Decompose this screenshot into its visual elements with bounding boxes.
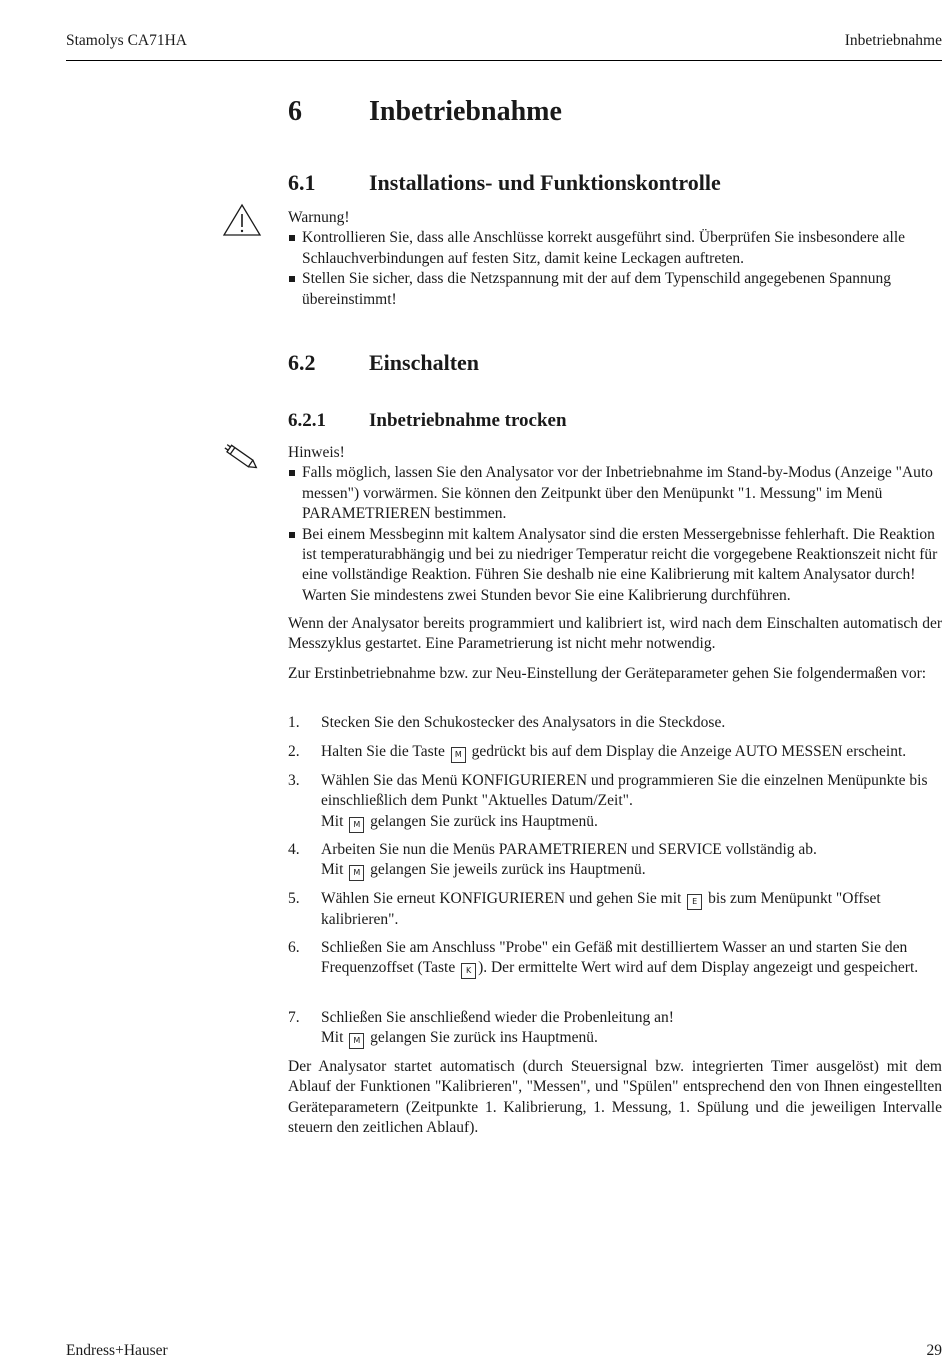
- k-key-icon: K: [461, 963, 476, 979]
- warning-block: [288, 208, 942, 310]
- subsection-heading-6-2-1: [288, 410, 567, 432]
- warning-bullet: Kontrollieren Sie, dass alle Anschlüsse korrekt ausgeführt sind. Überprüfen Sie insbesondere alle Schlauchverbindungen auf festen Sitz, damit keine Leckagen auftreten.: [288, 228, 942, 269]
- step-number: 1.: [288, 714, 300, 731]
- step-text: gelangen Sie zurück ins Hauptmenü.: [370, 1029, 598, 1047]
- chapter-heading: [288, 96, 562, 128]
- paragraph: Wenn der Analysator bereits programmiert und kalibriert ist, wird nach dem Einschalten automatisch der Messzyklus gestartet. Eine Parametrierung ist nicht mehr notwendig.: [288, 615, 942, 653]
- step-text: Arbeiten Sie nun die Menüs PARAMETRIEREN und SERVICE vollständig ab.: [321, 841, 817, 858]
- step-number: 6.: [288, 939, 300, 956]
- subsection-title: Inbetriebnahme trocken: [369, 410, 567, 431]
- step-text: Schließen Sie am Anschluss "Probe" ein Gefäß mit destilliertem Wasser an und starten Sie den Frequenzoffset (Taste: [321, 939, 908, 977]
- step-text: Mit: [321, 861, 344, 879]
- step-text: Mit: [321, 812, 344, 830]
- step-text: Stecken Sie den Schukostecker des Analysators in die Steckdose.: [321, 714, 726, 731]
- footer-brand: Endress+Hauser: [66, 1342, 168, 1359]
- step-number: 3.: [288, 772, 300, 789]
- list-item: [288, 889, 942, 930]
- warning-icon: [222, 203, 262, 237]
- list-item: [288, 771, 942, 833]
- chapter-number: 6: [288, 96, 302, 127]
- header-product-name: Stamolys CA71HA: [66, 32, 187, 49]
- section-heading-6-2: [288, 350, 479, 376]
- step-text: gelangen Sie zurück ins Hauptmenü.: [370, 812, 598, 830]
- step-number: 4.: [288, 841, 300, 858]
- note-block: [288, 443, 942, 606]
- page-number: 29: [926, 1342, 942, 1359]
- step-text: Mit: [321, 1029, 344, 1047]
- step-text: bis zum Menüpunkt "Offset kalibrieren".: [321, 890, 881, 928]
- chapter-title: Inbetriebnahme: [369, 96, 562, 127]
- list-item: [288, 742, 942, 763]
- note-label: Hinweis!: [288, 444, 345, 461]
- list-item: [288, 713, 942, 733]
- step-number: 2.: [288, 743, 300, 760]
- step-number: 5.: [288, 890, 300, 907]
- m-key-icon: M: [349, 817, 364, 833]
- pencil-note-icon: [220, 443, 262, 473]
- step-number: 7.: [288, 1009, 300, 1026]
- list-item: [288, 1008, 942, 1049]
- step-text: Halten Sie die Taste: [321, 743, 445, 760]
- section-number: 6.1: [288, 170, 316, 195]
- e-key-icon: E: [687, 894, 702, 910]
- note-bullet: Bei einem Messbeginn mit kaltem Analysator sind die ersten Messergebnisse fehlerhaft. Die Reaktion ist temperaturabhängig und bei zu niedriger Temperatur reicht die vorgegebene Reaktionszeit nicht für eine vollständige Reaktion. Führen Sie deshalb nie eine Kalibrierung mit kaltem Analysator durch! Warten Sie mindestens zwei Stunden bevor Sie eine Kalibrierung durchführen.: [288, 525, 942, 607]
- section-number: 6.2: [288, 350, 316, 375]
- step-text: ). Der ermittelte Wert wird auf dem Display angezeigt und gespeichert.: [478, 959, 919, 977]
- warning-label: Warnung!: [288, 209, 350, 226]
- note-bullet: Falls möglich, lassen Sie den Analysator vor der Inbetriebnahme im Stand-by-Modus (Anzeige "Auto messen") vorwärmen. Sie können den Zeitpunkt über den Menüpunkt "1. Messung" im Menü PARAMETRIEREN bestimmen.: [288, 463, 942, 524]
- m-key-icon: M: [349, 1033, 364, 1049]
- m-key-icon: M: [349, 865, 364, 881]
- warning-bullet: Stellen Sie sicher, dass die Netzspannung mit der auf dem Typenschild angegebenen Spannung übereinstimmt!: [288, 269, 942, 310]
- step-text: Wählen Sie das Menü KONFIGURIEREN und programmieren Sie die einzelnen Menüpunkte bis einschließlich dem Punkt "Aktuelles Datum/Zeit".: [321, 772, 928, 810]
- section-title: Einschalten: [369, 350, 480, 375]
- section-title: Installations- und Funktionskontrolle: [369, 170, 721, 195]
- subsection-number: 6.2.1: [288, 410, 326, 431]
- step-text: Wählen Sie erneut KONFIGURIEREN und gehen Sie mit: [321, 890, 682, 907]
- header-rule: [66, 60, 942, 61]
- step-text: gedrückt bis auf dem Display die Anzeige AUTO MESSEN erscheint.: [471, 743, 907, 760]
- paragraph: Zur Erstinbetriebnahme bzw. zur Neu-Einstellung der Geräteparameter gehen Sie folgendermaßen vor:: [288, 665, 927, 682]
- header-section-name: Inbetriebnahme: [844, 32, 942, 49]
- list-item: [288, 938, 942, 979]
- paragraph: Der Analysator startet automatisch (durch Steuersignal bzw. integrierten Timer ausgelöst) mit dem Ablauf der Funktionen "Kalibrieren", "Messen", und "Spülen" entsprechend den von Ihnen eingestellten Geräteparametern (Zeitpunkte 1. Kalibrierung, 1. Messung, 1. Spülung und die jeweiligen Intervalle steuern den zeitlichen Ablauf).: [288, 1058, 942, 1137]
- step-text: gelangen Sie jeweils zurück ins Hauptmenü.: [370, 861, 646, 879]
- section-heading-6-1: [288, 170, 721, 196]
- list-item: [288, 840, 942, 881]
- m-key-icon: M: [451, 747, 466, 763]
- step-text: Schließen Sie anschließend wieder die Probenleitung an!: [321, 1009, 674, 1026]
